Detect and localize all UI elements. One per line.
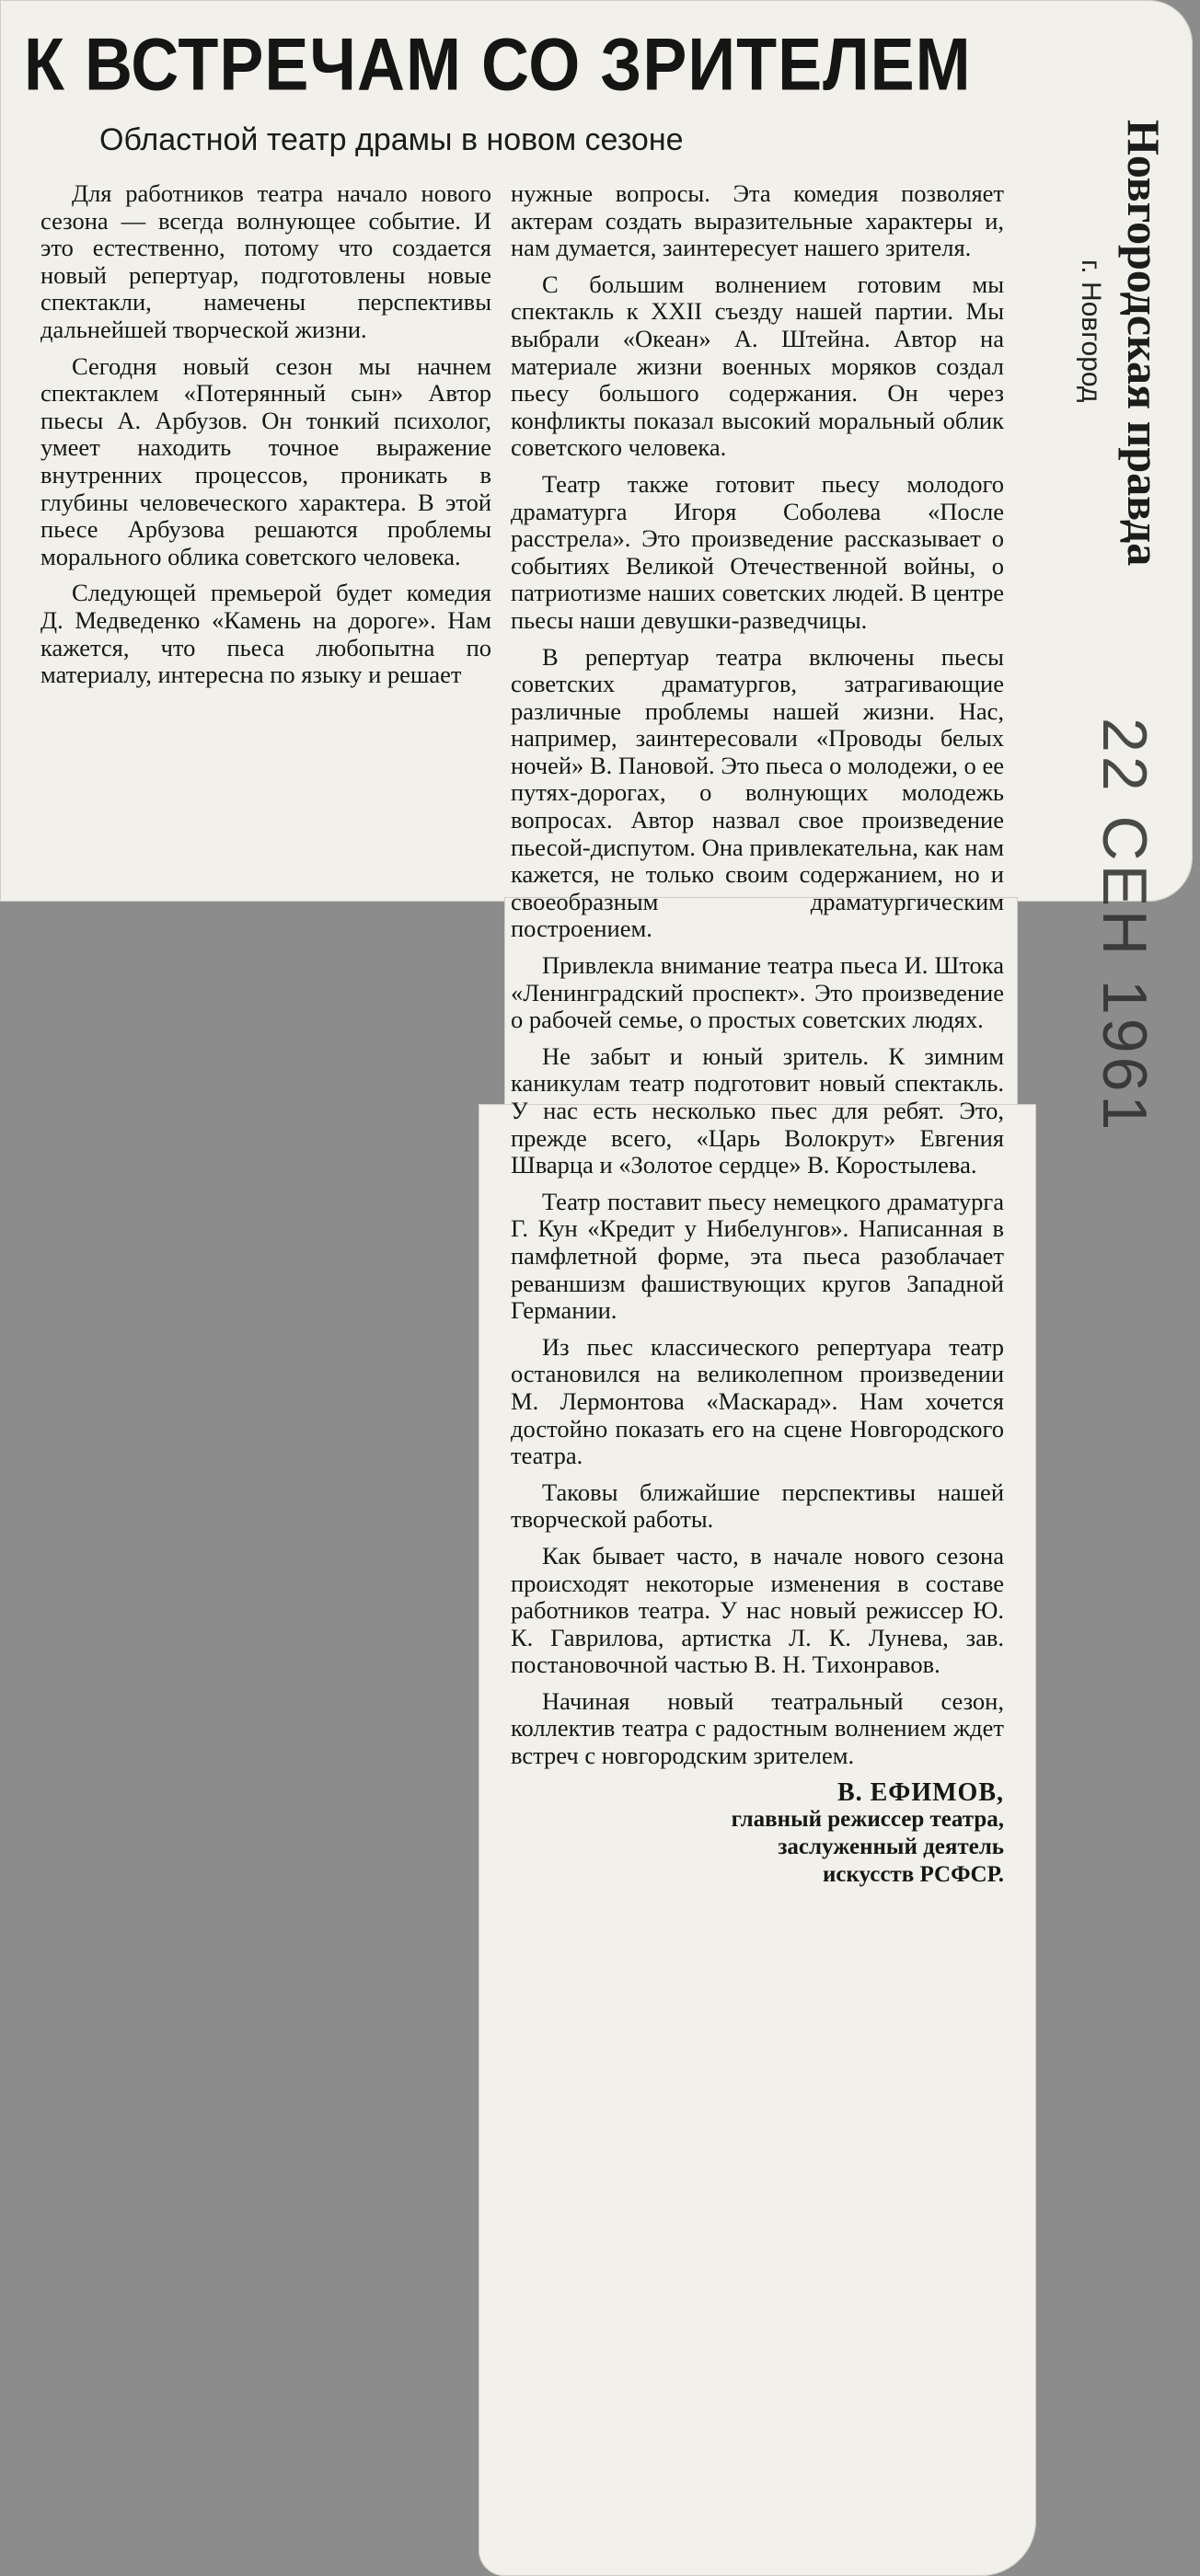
article-signature bbox=[511, 1779, 1004, 1890]
article-headline: К ВСТРЕЧАМ СО ЗРИТЕЛЕМ bbox=[24, 23, 972, 107]
paragraph: Начиная новый театральный сезон, коллектив театра с радостным волнением ждет встреч с новгородским зрителем. bbox=[511, 1686, 1004, 1770]
article-subheadline: Областной театр драмы в новом сезоне bbox=[99, 122, 684, 157]
paragraph: Как бывает часто, в начале нового сезона происходят некоторые изменения в составе работников театра. У нас новый режиссер Ю. К. Гаврилова, артистка Л. К. Лунева, зав. постановочной частью В. Н. Тихонравов. bbox=[511, 1541, 1004, 1679]
article-column-right-paragraphs bbox=[511, 180, 1004, 1770]
paragraph: Таковы ближайшие перспективы нашей творческой работы. bbox=[511, 1478, 1004, 1534]
paragraph: Не забыт и юный зритель. К зимним каникулам театр подготовит новый спектакль. У нас есть несколько пьес для ребят. Это, прежде всего, «Царь Волокрут» Евгения Шварца и «Золотое сердце» В. Коростылева. bbox=[511, 1041, 1004, 1179]
paragraph: нужные вопросы. Эта комедия позволяет актерам создать выразительные характеры и, нам думается, заинтересует нашего зрителя. bbox=[511, 179, 1004, 262]
signature-role-line-2: заслуженный деятель bbox=[778, 1834, 1004, 1860]
article-column-right bbox=[511, 180, 1004, 1889]
paragraph: Следующей премьерой будет комедия Д. Медведенко «Камень на дороге». Нам кажется, что пьеса любопытна по материалу, интересна по языку и решает bbox=[40, 579, 491, 689]
paragraph: С большим волнением готовим мы спектакль к XXII съезду нашей партии. Мы выбрали «Океан» А. Штейна. Автор на материале жизни военных моряков создал пьесу большого содержания. Он через конфликты показал высокий моральный облик советского человека. bbox=[511, 270, 1004, 462]
paragraph: Из пьес классического репертуара театр остановился на великолепном произведении М. Лермонтова «Маскарад». Нам хочется достойно показать его на сцене Новгородского театра. bbox=[511, 1332, 1004, 1470]
paragraph: Сегодня новый сезон мы начнем спектаклем «Потерянный сын» Автор пьесы А. Арбузов. Он тонкий психолог, умеет находить точное выражение внутренних процессов, проникать в глубины человеческого характера. В этой пьесе Арбузова решаются проблемы морального облика советского человека. bbox=[40, 351, 491, 570]
paragraph: В репертуар театра включены пьесы советских драматургов, затрагивающие различные проблемы нашей жизни. Нас, например, заинтересовали «Проводы белых ночей» В. Пановой. Это пьеса о молодежи, о ее путях-дорогах, о волнующих молодежь вопросах. Автор назвал свое произведение пьесой-диспутом. Она привлекательна, как нам кажется, не только своим содержанием, но и своеобразным драматургическим построением. bbox=[511, 642, 1004, 943]
signature-role-line-1: главный режиссер театра, bbox=[731, 1807, 1004, 1833]
date-stamp: 22 СЕН 1961 bbox=[1090, 718, 1160, 1134]
paragraph: Привлекла внимание театра пьеса И. Штока «Ленинградский проспект». Это произведение о рабочей семье, о простых советских людях. bbox=[511, 951, 1004, 1034]
paragraph: Театр поставит пьесу немецкого драматурга Г. Кун «Кредит у Нибелунгов». Написанная в памфлетной форме, эта пьеса разоблачает реваншизм фашиствующих кругов Западной Германии. bbox=[511, 1187, 1004, 1325]
signature-name: В. ЕФИМОВ, bbox=[837, 1777, 1004, 1807]
newspaper-city: г. Новгород bbox=[1076, 259, 1106, 403]
paragraph: Для работников театра начало нового сезона — всегда волнующее событие. И это естественно, потому что создается новый репертуар, подготовлены новые спектакли, намечены перспективы дальнейшей творческой жизни. bbox=[40, 179, 491, 343]
newspaper-masthead: Новгородская правда bbox=[1118, 120, 1170, 567]
article-column-left bbox=[40, 180, 491, 698]
signature-role-line-3: искусств РСФСР. bbox=[822, 1862, 1004, 1888]
paragraph: Театр также готовит пьесу молодого драматурга Игоря Соболева «После расстрела». Это произведение рассказывает о событиях Великой Отечественной войны, о патриотизме наших советских людей. В центре пьесы наши девушки-разведчицы. bbox=[511, 469, 1004, 634]
